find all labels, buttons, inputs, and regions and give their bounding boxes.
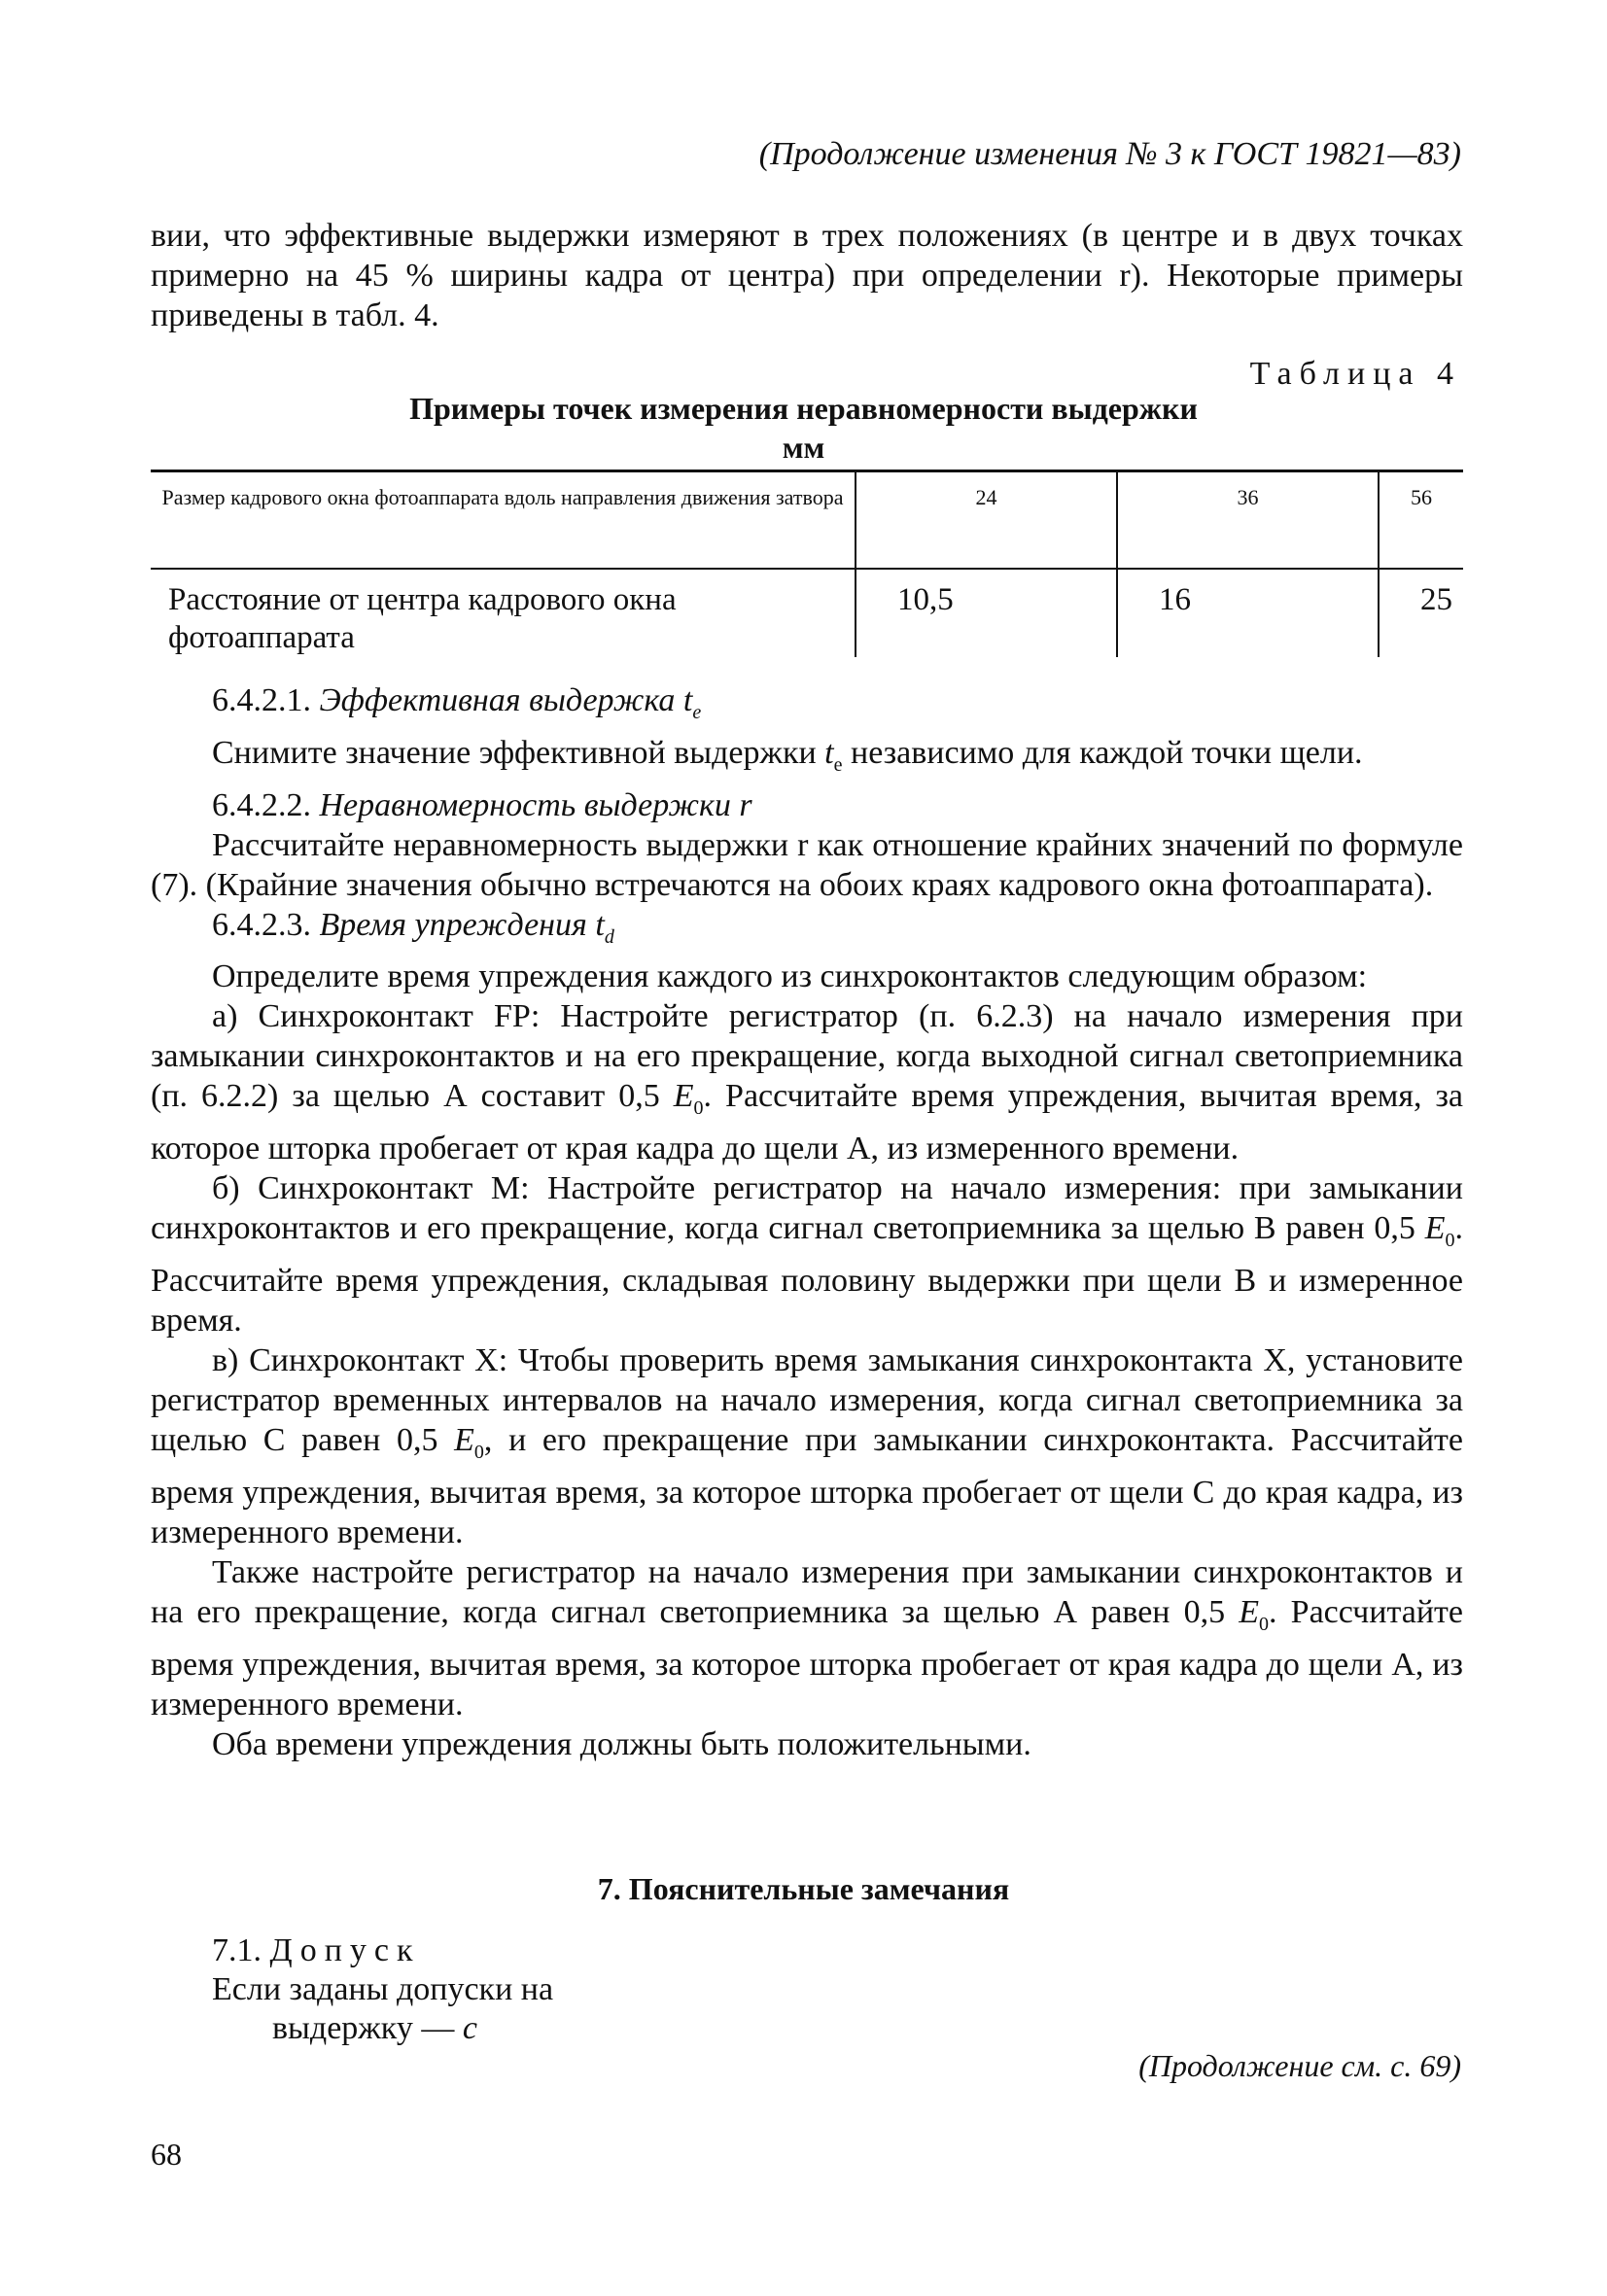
table-header-cell: 36 xyxy=(1117,471,1379,570)
table-header-cell: 24 xyxy=(856,471,1117,570)
section-7-1 xyxy=(212,1931,553,2048)
intro-paragraph: вии, что эффективные выдержки измеряют в трех положениях (в центре и в двух точках примерно на 45 % ширины кадра от центра) при определении r). Некоторые примеры приведены в табл. 4. xyxy=(151,218,1463,333)
paragraph-6-4-2-3: Определите время упреждения каждого из синхроконтактов следующим образом: xyxy=(212,958,1368,995)
heading-title: Эффективная выдержка t xyxy=(319,682,693,718)
heading-subscript: e xyxy=(692,701,702,723)
variable: E xyxy=(673,1078,694,1115)
page-number: 68 xyxy=(151,2137,182,2172)
text-run: . Рассчитайте время упреждения, складывая половину выдержки при щели В и измеренное время. xyxy=(151,1210,1463,1339)
variable: t xyxy=(824,734,834,771)
paragraph-also xyxy=(151,1552,1463,1724)
text-run: . Рассчитайте время упреждения, вычитая время, за которое шторка пробегает от края кадра до щели А, из измеренного времени. xyxy=(151,1078,1463,1167)
paragraph-positive: Оба времени упреждения должны быть положительными. xyxy=(212,1725,1031,1762)
subscript: 0 xyxy=(693,1097,704,1120)
subscript: 0 xyxy=(1445,1229,1455,1251)
heading-subscript: d xyxy=(604,925,614,948)
text-run: Снимите значение эффективной выдержки xyxy=(212,734,825,771)
heading-7-1 xyxy=(212,1931,553,1970)
table-cell: 10,5 xyxy=(856,569,1117,657)
text-run: , и его прекращение при замыкании синхроконтакта. Рассчитайте время упреждения, вычитая время, за которое шторка пробегает от щели С до края кадра, из измеренного времени. xyxy=(151,1421,1463,1550)
subscript: 0 xyxy=(1259,1613,1270,1635)
table-title: Примеры точек измерения неравномерности выдержки xyxy=(409,391,1198,426)
variable: E xyxy=(1424,1210,1446,1247)
item-b xyxy=(151,1168,1463,1340)
variable: E xyxy=(454,1421,474,1458)
item-c xyxy=(151,1340,1463,1552)
tolerance-line-2 xyxy=(212,2009,553,2048)
text-run: независимо для каждой точки щели. xyxy=(842,734,1363,771)
text-run: Также настройте регистратор на начало измерения при замыкании синхроконтактов и на его прекращение, когда сигнал светоприемника за щелью А равен 0,5 xyxy=(151,1553,1463,1630)
continued-note: (Продолжение см. с. 69) xyxy=(1138,2048,1461,2083)
table-header-cell: 56 xyxy=(1379,471,1463,570)
heading-title: Допуск xyxy=(269,1932,421,1968)
heading-number: 7.1. xyxy=(212,1932,262,1968)
table-cell: 25 xyxy=(1420,582,1452,617)
heading-6-4-2-2 xyxy=(151,785,1463,825)
variable: с xyxy=(462,2010,477,2046)
paragraph-6-4-2-1 xyxy=(151,733,1463,785)
table-4 xyxy=(151,470,1463,657)
subscript: 0 xyxy=(473,1441,484,1463)
heading-number: 6.4.2.3. xyxy=(212,906,311,943)
heading-6-4-2-3 xyxy=(151,905,1463,957)
table-header-cell: Размер кадрового окна фотоаппарата вдоль направления движения затвора xyxy=(151,471,856,570)
table-row xyxy=(151,569,1463,657)
heading-6-4-2-1 xyxy=(151,680,1463,733)
section-6-4-2 xyxy=(151,680,1463,1764)
table-cell: Расстояние от центра кадрового окна фотоаппарата xyxy=(151,569,856,657)
item-a xyxy=(151,996,1463,1168)
table-title-block xyxy=(0,389,1607,467)
heading-number: 6.4.2.1. xyxy=(212,682,311,718)
heading-title: Время упреждения t xyxy=(319,906,605,943)
text-run: выдержку — xyxy=(272,2010,463,2046)
heading-number: 6.4.2.2. xyxy=(212,786,311,823)
table-cell: 16 xyxy=(1117,569,1379,657)
variable: E xyxy=(1239,1593,1260,1630)
section-7-title: 7. Пояснительные замечания xyxy=(597,1871,1010,1906)
subscript: e xyxy=(833,753,843,776)
text-run: б) Синхроконтакт М: Настройте регистратор на начало измерения: при замыкании синхроконтактов и его прекращение, когда сигнал светоприемника за щелью В равен 0,5 xyxy=(151,1170,1463,1247)
table-label: Таблица 4 xyxy=(1249,356,1461,392)
heading-title: Неравномерность выдержки r xyxy=(319,786,752,823)
text-run: . Рассчитайте время упреждения, вычитая время, за которое шторка пробегает от края кадра до щели А, из измеренного времени. xyxy=(151,1593,1463,1722)
paragraph-6-4-2-2: Рассчитайте неравномерность выдержки r как отношение крайних значений по формуле (7). (Крайние значения обычно встречаются на обоих краях кадрового окна фотоаппарата). xyxy=(151,826,1463,903)
running-head: (Продолжение изменения № 3 к ГОСТ 19821—83) xyxy=(758,136,1461,172)
text-run: а) Синхроконтакт FP: Настройте регистратор (п. 6.2.3) на начало измерения при замыкании синхроконтактов и на его прекращение, когда выходной сигнал светоприемника (п. 6.2.2) за щелью А составит 0,5 xyxy=(151,998,1463,1115)
table-header-row xyxy=(151,471,1463,570)
tolerance-line-1: Если заданы допуски на xyxy=(212,1971,554,2007)
text-run: в) Синхроконтакт X: Чтобы проверить время замыкания синхроконтакта X, установите регистратор временных интервалов на начало измерения, когда сигнал светоприемника за щелью С равен 0,5 xyxy=(151,1341,1463,1458)
table-unit: мм xyxy=(782,430,825,465)
